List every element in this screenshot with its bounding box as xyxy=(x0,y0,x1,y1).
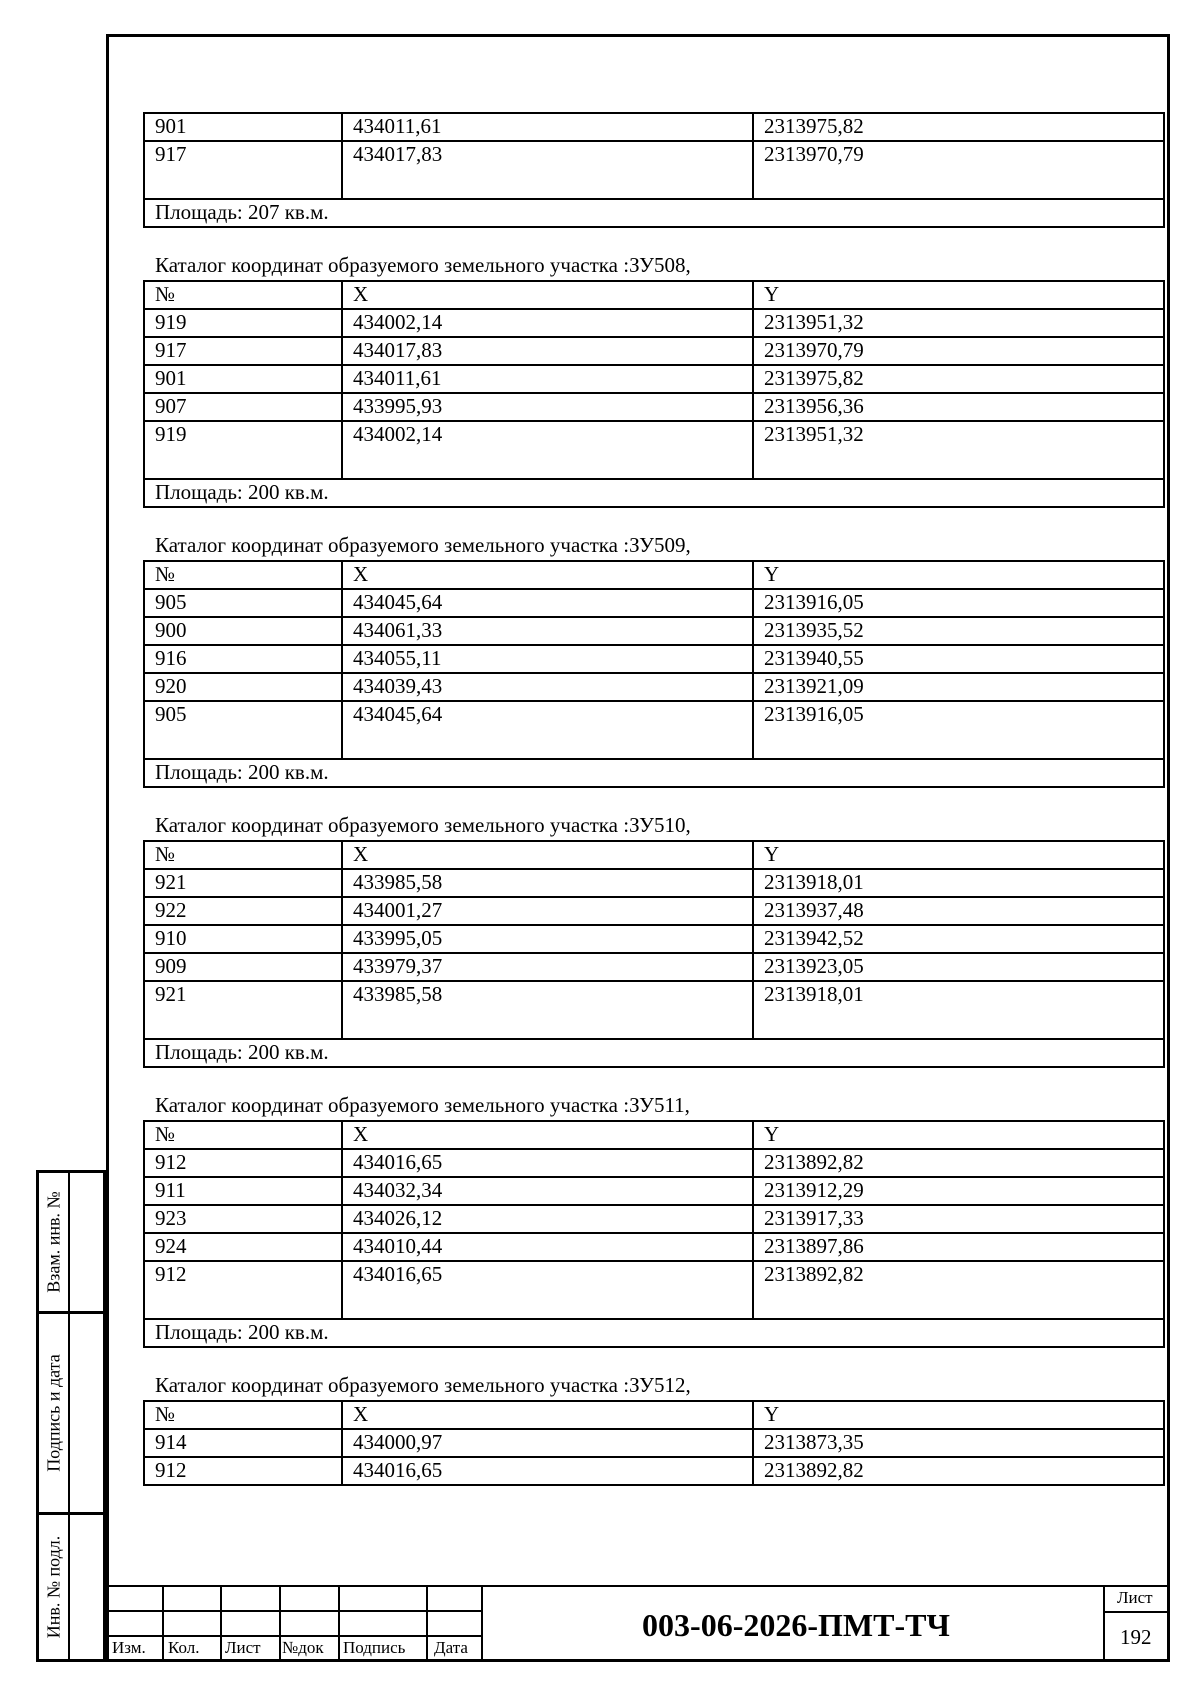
table-caption: Каталог координат образуемого земельного участка :ЗУ510, xyxy=(155,813,691,837)
table-row xyxy=(144,113,1164,141)
tb-label-izm: Изм. xyxy=(112,1638,146,1657)
point-number-cell: 901 xyxy=(144,365,342,393)
header-y: Y xyxy=(753,281,1164,309)
side-stamp-podpis xyxy=(36,1311,106,1515)
table-caption: Каталог координат образуемого земельного участка :ЗУ512, xyxy=(155,1373,691,1397)
side-label-inv: Инв. № подл. xyxy=(43,1535,63,1639)
table-row xyxy=(144,645,1164,673)
area-row xyxy=(144,1039,1164,1067)
table-row xyxy=(144,337,1164,365)
point-number-cell: 912 xyxy=(144,1261,342,1319)
table-row xyxy=(144,869,1164,897)
y-coordinate-cell: 2313892,82 xyxy=(753,1261,1164,1319)
tb-label-ndok: №док xyxy=(282,1638,324,1657)
x-coordinate-cell: 433995,05 xyxy=(342,925,753,953)
y-coordinate-cell: 2313897,86 xyxy=(753,1233,1164,1261)
x-coordinate-cell: 433995,93 xyxy=(342,393,753,421)
y-coordinate-cell: 2313951,32 xyxy=(753,421,1164,479)
x-coordinate-cell: 434011,61 xyxy=(342,365,753,393)
point-number-cell: 919 xyxy=(144,309,342,337)
y-coordinate-cell: 2313935,52 xyxy=(753,617,1164,645)
area-cell: Площадь: 200 кв.м. xyxy=(144,759,1164,787)
header-y: Y xyxy=(753,1401,1164,1429)
point-number-cell: 909 xyxy=(144,953,342,981)
table-row xyxy=(144,897,1164,925)
x-coordinate-cell: 434045,64 xyxy=(342,589,753,617)
table-row xyxy=(144,701,1164,759)
table-row xyxy=(144,1205,1164,1233)
y-coordinate-cell: 2313937,48 xyxy=(753,897,1164,925)
coordinates-table xyxy=(143,112,1165,228)
point-number-cell: 905 xyxy=(144,589,342,617)
table-row xyxy=(144,365,1164,393)
table-header-row xyxy=(144,1121,1164,1149)
x-coordinate-cell: 434017,83 xyxy=(342,337,753,365)
y-coordinate-cell: 2313921,09 xyxy=(753,673,1164,701)
area-row xyxy=(144,199,1164,227)
tb-label-data: Дата xyxy=(434,1638,468,1657)
y-coordinate-cell: 2313918,01 xyxy=(753,981,1164,1039)
area-row xyxy=(144,759,1164,787)
point-number-cell: 920 xyxy=(144,673,342,701)
coordinates-table xyxy=(143,280,1165,508)
x-coordinate-cell: 434026,12 xyxy=(342,1205,753,1233)
point-number-cell: 911 xyxy=(144,1177,342,1205)
header-y: Y xyxy=(753,841,1164,869)
point-number-cell: 905 xyxy=(144,701,342,759)
x-coordinate-cell: 433985,58 xyxy=(342,869,753,897)
point-number-cell: 923 xyxy=(144,1205,342,1233)
document-content xyxy=(143,112,1165,1486)
x-coordinate-cell: 434016,65 xyxy=(342,1261,753,1319)
table-header-row xyxy=(144,1401,1164,1429)
coordinates-table xyxy=(143,560,1165,788)
y-coordinate-cell: 2313912,29 xyxy=(753,1177,1164,1205)
area-cell: Площадь: 207 кв.м. xyxy=(144,199,1164,227)
table-row xyxy=(144,1457,1164,1485)
y-coordinate-cell: 2313917,33 xyxy=(753,1205,1164,1233)
header-num: № xyxy=(144,281,342,309)
y-coordinate-cell: 2313970,79 xyxy=(753,337,1164,365)
y-coordinate-cell: 2313956,36 xyxy=(753,393,1164,421)
x-coordinate-cell: 434055,11 xyxy=(342,645,753,673)
coordinates-table xyxy=(143,1400,1165,1486)
table-row xyxy=(144,1233,1164,1261)
y-coordinate-cell: 2313940,55 xyxy=(753,645,1164,673)
area-cell: Площадь: 200 кв.м. xyxy=(144,1319,1164,1347)
point-number-cell: 912 xyxy=(144,1457,342,1485)
y-coordinate-cell: 2313975,82 xyxy=(753,365,1164,393)
point-number-cell: 901 xyxy=(144,113,342,141)
y-coordinate-cell: 2313873,35 xyxy=(753,1429,1164,1457)
y-coordinate-cell: 2313892,82 xyxy=(753,1457,1164,1485)
header-y: Y xyxy=(753,561,1164,589)
side-stamp-inv xyxy=(36,1512,106,1662)
y-coordinate-cell: 2313892,82 xyxy=(753,1149,1164,1177)
y-coordinate-cell: 2313951,32 xyxy=(753,309,1164,337)
table-row xyxy=(144,1261,1164,1319)
header-num: № xyxy=(144,841,342,869)
side-stamp-vzam xyxy=(36,1170,106,1314)
header-y: Y xyxy=(753,1121,1164,1149)
point-number-cell: 912 xyxy=(144,1149,342,1177)
x-coordinate-cell: 434032,34 xyxy=(342,1177,753,1205)
y-coordinate-cell: 2313916,05 xyxy=(753,701,1164,759)
table-row xyxy=(144,981,1164,1039)
area-cell: Площадь: 200 кв.м. xyxy=(144,1039,1164,1067)
table-row xyxy=(144,925,1164,953)
header-x: X xyxy=(342,561,753,589)
point-number-cell: 922 xyxy=(144,897,342,925)
table-row xyxy=(144,1149,1164,1177)
y-coordinate-cell: 2313923,05 xyxy=(753,953,1164,981)
header-x: X xyxy=(342,281,753,309)
table-caption: Каталог координат образуемого земельного участка :ЗУ508, xyxy=(155,253,691,277)
tb-label-kol: Кол. xyxy=(168,1638,200,1657)
header-num: № xyxy=(144,561,342,589)
tb-label-list: Лист xyxy=(225,1638,261,1657)
x-coordinate-cell: 434010,44 xyxy=(342,1233,753,1261)
point-number-cell: 919 xyxy=(144,421,342,479)
header-x: X xyxy=(342,1121,753,1149)
x-coordinate-cell: 434001,27 xyxy=(342,897,753,925)
x-coordinate-cell: 434000,97 xyxy=(342,1429,753,1457)
point-number-cell: 917 xyxy=(144,141,342,199)
point-number-cell: 914 xyxy=(144,1429,342,1457)
y-coordinate-cell: 2313918,01 xyxy=(753,869,1164,897)
point-number-cell: 921 xyxy=(144,981,342,1039)
sheet-number: 192 xyxy=(1120,1625,1152,1649)
point-number-cell: 924 xyxy=(144,1233,342,1261)
sheet-label: Лист xyxy=(1117,1588,1153,1607)
x-coordinate-cell: 434016,65 xyxy=(342,1149,753,1177)
table-row xyxy=(144,953,1164,981)
x-coordinate-cell: 433979,37 xyxy=(342,953,753,981)
y-coordinate-cell: 2313975,82 xyxy=(753,113,1164,141)
coordinates-table xyxy=(143,840,1165,1068)
table-caption: Каталог координат образуемого земельного участка :ЗУ511, xyxy=(155,1093,690,1117)
point-number-cell: 910 xyxy=(144,925,342,953)
header-num: № xyxy=(144,1401,342,1429)
x-coordinate-cell: 434045,64 xyxy=(342,701,753,759)
table-caption: Каталог координат образуемого земельного участка :ЗУ509, xyxy=(155,533,691,557)
table-row xyxy=(144,1177,1164,1205)
header-x: X xyxy=(342,841,753,869)
x-coordinate-cell: 434002,14 xyxy=(342,421,753,479)
tb-label-podpis: Подпись xyxy=(343,1638,406,1657)
table-header-row xyxy=(144,561,1164,589)
table-header-row xyxy=(144,281,1164,309)
point-number-cell: 921 xyxy=(144,869,342,897)
header-x: X xyxy=(342,1401,753,1429)
x-coordinate-cell: 434039,43 xyxy=(342,673,753,701)
table-header-row xyxy=(144,841,1164,869)
table-row xyxy=(144,393,1164,421)
x-coordinate-cell: 434016,65 xyxy=(342,1457,753,1485)
x-coordinate-cell: 433985,58 xyxy=(342,981,753,1039)
header-num: № xyxy=(144,1121,342,1149)
table-row xyxy=(144,589,1164,617)
area-row xyxy=(144,1319,1164,1347)
table-row xyxy=(144,309,1164,337)
point-number-cell: 917 xyxy=(144,337,342,365)
table-row xyxy=(144,617,1164,645)
table-row xyxy=(144,141,1164,199)
coordinates-table xyxy=(143,1120,1165,1348)
table-row xyxy=(144,421,1164,479)
y-coordinate-cell: 2313970,79 xyxy=(753,141,1164,199)
side-label-podpis: Подпись и дата xyxy=(43,1354,63,1472)
side-label-vzam: Взам. инв. № xyxy=(43,1191,63,1293)
table-row xyxy=(144,1429,1164,1457)
x-coordinate-cell: 434061,33 xyxy=(342,617,753,645)
area-row xyxy=(144,479,1164,507)
title-block xyxy=(106,1585,1170,1662)
x-coordinate-cell: 434017,83 xyxy=(342,141,753,199)
area-cell: Площадь: 200 кв.м. xyxy=(144,479,1164,507)
y-coordinate-cell: 2313942,52 xyxy=(753,925,1164,953)
point-number-cell: 900 xyxy=(144,617,342,645)
y-coordinate-cell: 2313916,05 xyxy=(753,589,1164,617)
document-code: 003-06-2026-ПМТ-ТЧ xyxy=(642,1607,950,1643)
table-row xyxy=(144,673,1164,701)
x-coordinate-cell: 434002,14 xyxy=(342,309,753,337)
x-coordinate-cell: 434011,61 xyxy=(342,113,753,141)
point-number-cell: 916 xyxy=(144,645,342,673)
point-number-cell: 907 xyxy=(144,393,342,421)
